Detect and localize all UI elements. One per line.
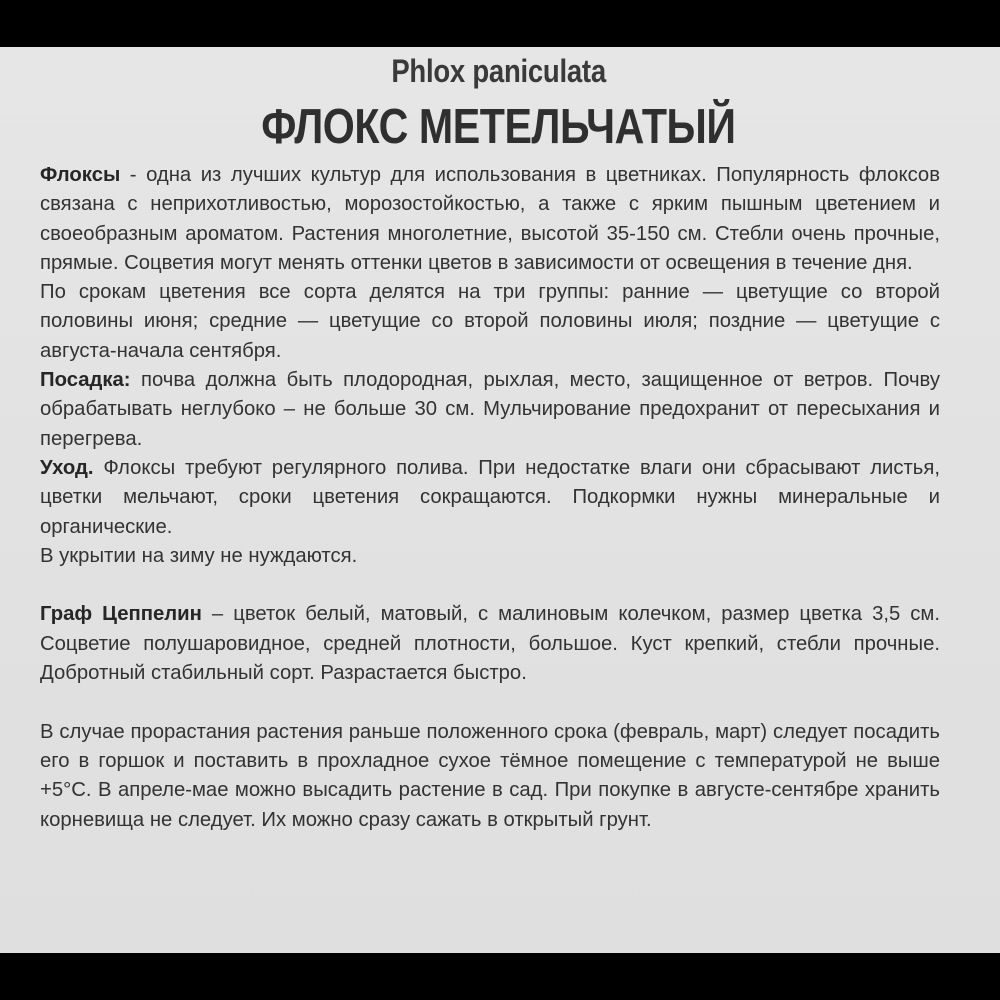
paragraph-text: почва должна быть плодородная, рыхлая, место, защищенное от ветров. Почву обрабатывать неглубоко – не больше 30 см. Мульчирование предохранит от пересыхания и перегрева. <box>40 369 940 450</box>
paragraph-text: По срокам цветения все сорта делятся на три группы: ранние — цветущие со второй половины июня; средние — цветущие со второй половины июля; поздние — цветущие с августа-начала сентября. <box>40 281 940 362</box>
paragraph-care <box>40 454 940 542</box>
paragraph-text: - одна из лучших культур для использования в цветниках. Популярность флоксов связана с неприхотливостью, морозостойкостью, а также с ярким пышным цветением и своеобразным ароматом. Растения многолетние, высотой 35-150 см. Стебли очень прочные, прямые. Соцветия могут менять оттенки цветов в зависимости от освещения в течение дня. <box>40 164 940 274</box>
latin-title: Phlox paniculata <box>391 53 606 89</box>
paragraph-planting <box>40 366 940 454</box>
description-body <box>40 161 940 835</box>
bottom-black-border <box>0 953 1000 1000</box>
paragraph-lead: Посадка: <box>40 369 131 392</box>
paragraph-variety <box>40 600 940 688</box>
paragraph-intro <box>40 161 940 278</box>
paragraph-storage <box>40 718 940 835</box>
paragraph-bloom-groups <box>40 278 940 366</box>
top-black-border <box>0 0 1000 47</box>
seed-packet-label <box>0 47 1000 953</box>
paragraph-lead: Флоксы <box>40 164 121 186</box>
paragraph-text: – цветок белый, матовый, с малиновым колечком, размер цветка 3,5 см. Соцветие полушаровидное, средней плотности, большое. Куст крепкий, стебли прочные. Добротный стабильный сорт. Разрастается быстро. <box>40 603 941 685</box>
paragraph-text: В случае прорастания растения раньше положенного срока (февраль, март) следует посадить его в горшок и поставить в прохладное сухое тёмное помещение с температурой не выше +5°С. В апреле-мае можно высадить растение в сад. При покупке в августе-сентябре хранить корневища не следует. Их можно сразу сажать в открытый грунт. <box>40 720 940 831</box>
paragraph-winter <box>40 542 940 571</box>
paragraph-text: Флоксы требуют регулярного полива. При недостатке влаги они сбрасывают листья, цветки мельчают, сроки цветения сокращаются. Подкормки нужны минеральные и органические. <box>40 456 940 538</box>
paragraph-lead: Граф Цеппелин <box>40 603 202 626</box>
paragraph-lead: Уход. <box>40 456 94 479</box>
russian-title: ФЛОКС МЕТЕЛЬЧАТЫЙ <box>261 100 736 154</box>
paragraph-text: В укрытии на зиму не нуждаются. <box>40 544 358 567</box>
